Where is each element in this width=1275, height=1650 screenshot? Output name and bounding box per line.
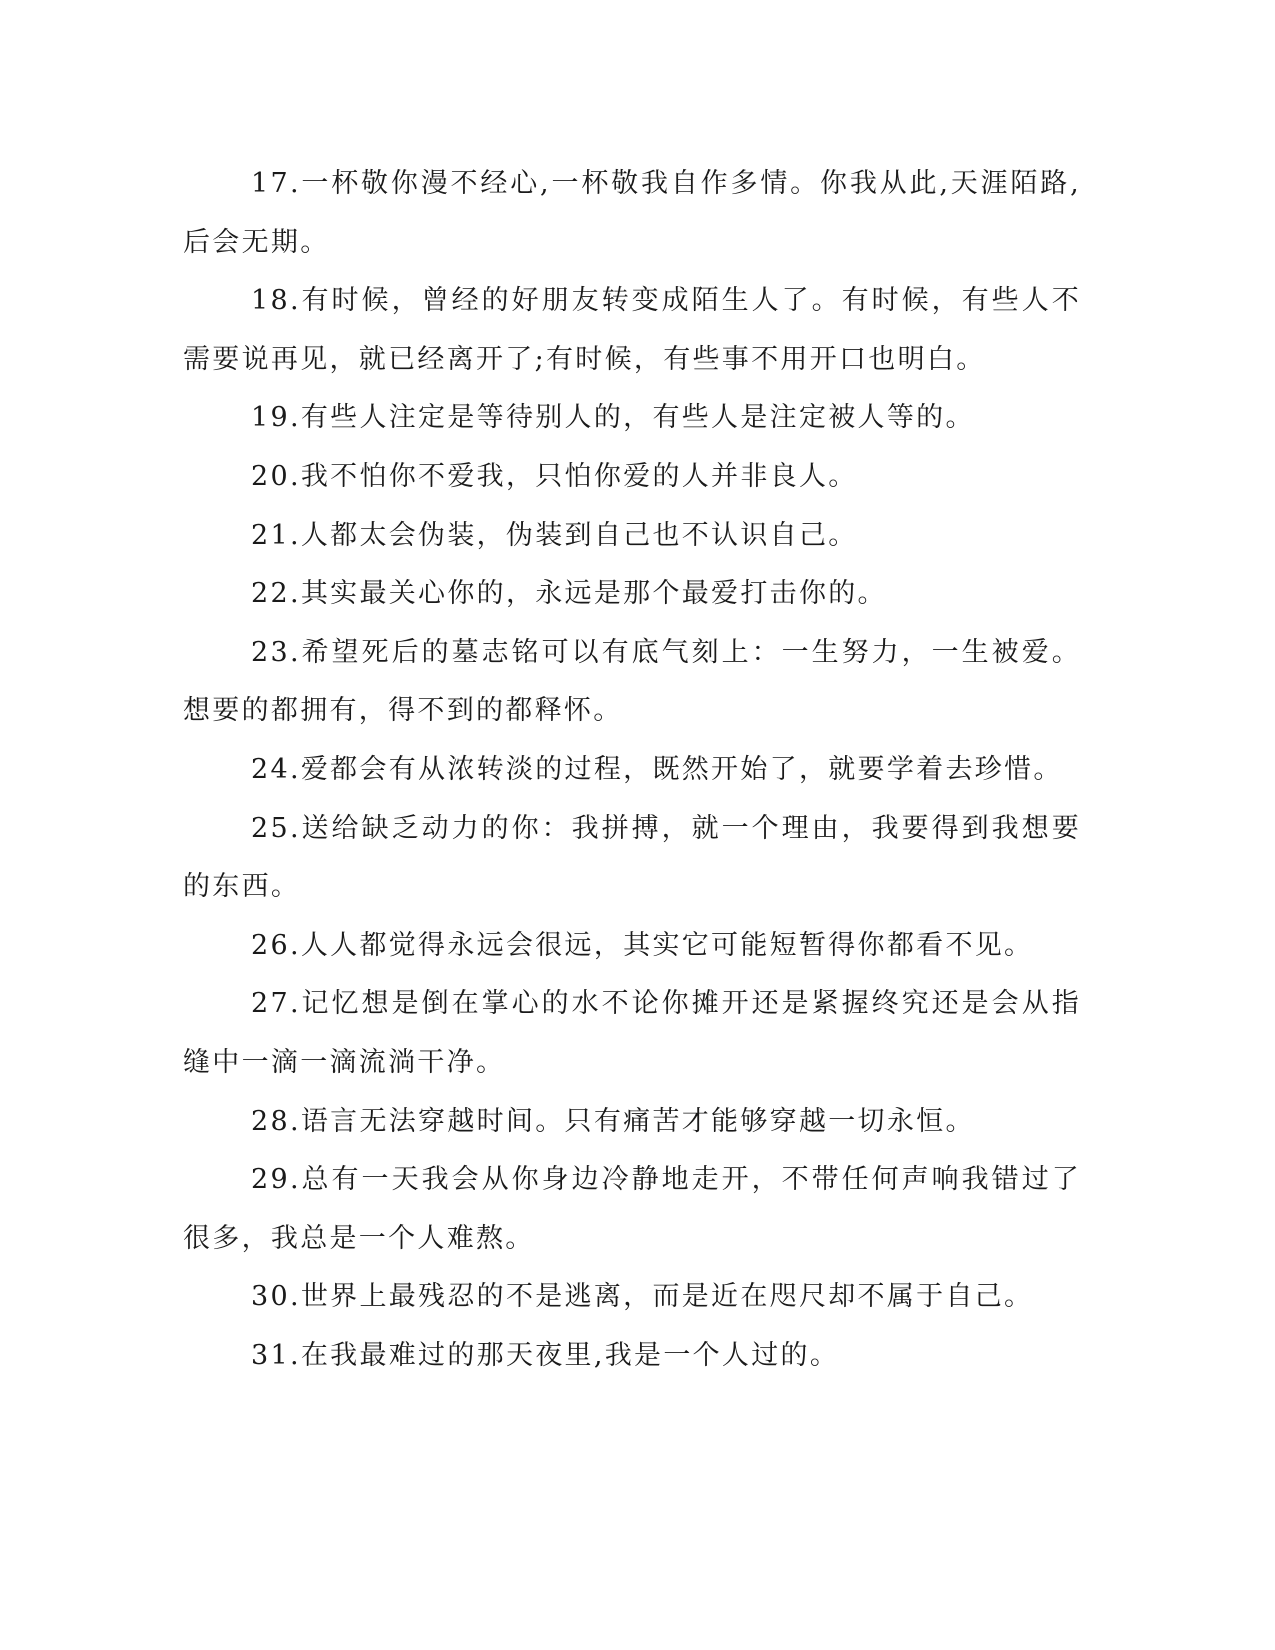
quote-paragraph-31: 31.在我最难过的那天夜里,我是一个人过的。 — [251, 1339, 840, 1371]
quote-paragraph-30: 30.世界上最残忍的不是逃离，而是近在咫尺却不属于自己。 — [251, 1281, 1034, 1313]
quote-paragraph-18: 18.有时候，曾经的好朋友转变成陌生人了。有时候，有些人不需要说再见，就已经离开了;有时候，有些事不用开口也明白。 — [183, 285, 1081, 375]
quote-paragraph-17: 17.一杯敬你漫不经心,一杯敬我自作多情。你我从此,天涯陌路,后会无期。 — [183, 168, 1081, 258]
quote-paragraph-24: 24.爱都会有从浓转淡的过程，既然开始了，就要学着去珍惜。 — [251, 753, 1063, 785]
quote-paragraph-27: 27.记忆想是倒在掌心的水不论你摊开还是紧握终究还是会从指缝中一滴一滴流淌干净。 — [183, 988, 1081, 1078]
quote-paragraph-19: 19.有些人注定是等待别人的，有些人是注定被人等的。 — [251, 402, 975, 434]
quote-paragraph-29: 29.总有一天我会从你身边冷静地走开，不带任何声响我错过了很多，我总是一个人难熬。 — [183, 1164, 1081, 1254]
quote-paragraph-25: 25.送给缺乏动力的你：我拼搏，就一个理由，我要得到我想要的东西。 — [183, 812, 1081, 903]
quote-paragraph-26: 26.人人都觉得永远会很远，其实它可能短暂得你都看不见。 — [251, 929, 1034, 961]
quote-paragraph-20: 20.我不怕你不爱我，只怕你爱的人并非良人。 — [251, 460, 858, 492]
quote-paragraph-28: 28.语言无法穿越时间。只有痛苦才能够穿越一切永恒。 — [251, 1105, 975, 1137]
quote-list — [183, 155, 1081, 1385]
quote-paragraph-22: 22.其实最关心你的，永远是那个最爱打击你的。 — [251, 578, 887, 610]
quote-paragraph-21: 21.人都太会伪装，伪装到自己也不认识自己。 — [251, 519, 858, 551]
quote-paragraph-23: 23.希望死后的墓志铭可以有底气刻上：一生努力，一生被爱。想要的都拥有，得不到的都释怀。 — [183, 636, 1081, 727]
